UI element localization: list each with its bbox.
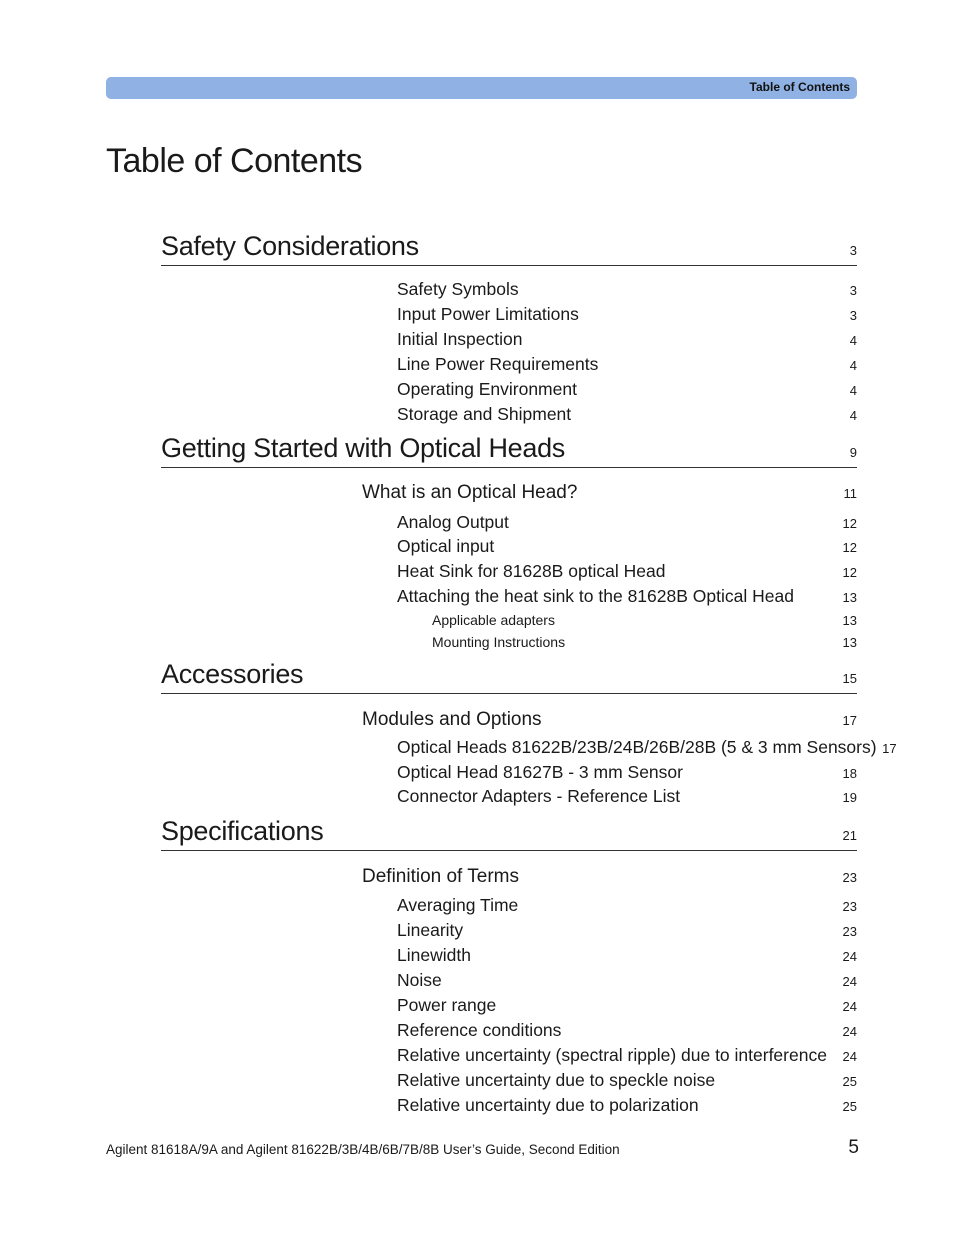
toc-entry-label: Reference conditions (397, 1020, 562, 1040)
toc-entry-page: 24 (842, 1024, 857, 1039)
toc-entry-label: Heat Sink for 81628B optical Head (397, 561, 666, 581)
toc-entry-label: What is an Optical Head? (362, 482, 578, 503)
toc-entry-page: 12 (842, 540, 857, 555)
toc-entry-page: 13 (842, 590, 857, 605)
toc-entry[interactable] (397, 970, 857, 991)
toc-entry-page: 24 (842, 999, 857, 1014)
toc-chapter[interactable] (161, 659, 857, 694)
toc-entry-label: Relative uncertainty due to polarization (397, 1095, 699, 1115)
toc-entry[interactable] (397, 279, 857, 300)
toc-entry[interactable] (397, 945, 857, 966)
toc-entry-label: Power range (397, 995, 497, 1015)
toc-entry[interactable] (397, 1095, 857, 1116)
toc-entry-label: Mounting Instructions (432, 634, 566, 650)
toc-entry-page: 4 (849, 408, 857, 423)
toc-entry[interactable] (397, 1045, 857, 1066)
toc-entry-page: 23 (842, 899, 857, 914)
toc-entry-page: 12 (842, 516, 857, 531)
toc-entry[interactable] (397, 561, 857, 582)
toc-entry-label: Safety Symbols (397, 279, 519, 299)
toc-entry-page: 13 (842, 613, 857, 628)
toc-entry-page: 25 (842, 1099, 857, 1114)
toc-entry-label: Getting Started with Optical Heads (161, 433, 566, 463)
toc-chapter[interactable] (161, 231, 857, 266)
toc-entry[interactable] (397, 786, 857, 807)
toc-chapter[interactable] (161, 433, 857, 468)
toc-entry-label: Input Power Limitations (397, 304, 579, 324)
toc-entry-label: Storage and Shipment (397, 404, 572, 424)
toc-entry-page: 17 (882, 741, 897, 756)
toc-entry-page: 24 (842, 974, 857, 989)
toc-entry-page: 21 (842, 828, 857, 843)
toc-entry-page: 11 (843, 486, 857, 501)
toc-entry[interactable] (397, 404, 857, 425)
toc-entry-page: 4 (849, 358, 857, 373)
toc-entry-label: Attaching the heat sink to the 81628B Optical Head (397, 586, 794, 606)
toc-entry-page: 24 (842, 949, 857, 964)
toc-entry[interactable] (397, 737, 897, 758)
toc-entry[interactable] (362, 709, 857, 731)
toc-entry[interactable] (432, 612, 857, 628)
footer-page-number: 5 (848, 1137, 859, 1158)
toc-entry[interactable] (362, 866, 857, 888)
header-bar (106, 77, 857, 99)
toc-entry[interactable] (397, 762, 857, 783)
toc-entry-page: 4 (849, 333, 857, 348)
toc-entry-label: Connector Adapters - Reference List (397, 786, 681, 806)
toc-entry-label: Analog Output (397, 512, 509, 532)
toc-entry[interactable] (397, 920, 857, 941)
toc-entry-label: Initial Inspection (397, 329, 523, 349)
toc-entry[interactable] (397, 379, 857, 400)
toc-entry[interactable] (432, 634, 857, 650)
toc-entry-label: Optical Head 81627B - 3 mm Sensor (397, 762, 683, 782)
toc-entry[interactable] (362, 482, 857, 504)
toc-entry-page: 17 (842, 713, 857, 728)
footer-text: Agilent 81618A/9A and Agilent 81622B/3B/4B/6B/7B/8B User’s Guide, Second Edition (106, 1142, 620, 1157)
toc-entry-label: Accessories (161, 659, 304, 689)
toc-entry-page: 19 (842, 790, 857, 805)
toc-entry-page: 9 (849, 445, 857, 460)
toc-entry-label: Specifications (161, 816, 324, 846)
toc-entry[interactable] (397, 1020, 857, 1041)
toc-entry-label: Optical Heads 81622B/23B/24B/26B/28B (5 & 3 mm Sensors) (397, 737, 877, 757)
toc-entry-page: 12 (842, 565, 857, 580)
toc-entry[interactable] (397, 995, 857, 1016)
toc-entry-page: 24 (842, 1049, 857, 1064)
toc-entry-label: Operating Environment (397, 379, 577, 399)
toc-entry-label: Linewidth (397, 945, 471, 965)
toc-entry[interactable] (397, 1070, 857, 1091)
toc-entry-label: Definition of Terms (362, 866, 519, 887)
toc-entry-label: Averaging Time (397, 895, 519, 915)
toc-entry-label: Noise (397, 970, 442, 990)
toc-entry-page: 3 (849, 308, 857, 323)
toc-entry-label: Modules and Options (362, 709, 542, 730)
toc-entry[interactable] (397, 586, 857, 607)
toc-entry[interactable] (397, 512, 857, 533)
toc-entry[interactable] (397, 329, 857, 350)
toc-entry-page: 3 (849, 243, 857, 258)
toc-entry-label: Optical input (397, 536, 495, 556)
toc-entry-label: Relative uncertainty (spectral ripple) due to interference (397, 1045, 827, 1065)
toc-entry-page: 13 (842, 635, 857, 650)
toc-entry-label: Line Power Requirements (397, 354, 599, 374)
toc-entry[interactable] (397, 536, 857, 557)
toc-entry-page: 4 (849, 383, 857, 398)
toc-entry[interactable] (397, 354, 857, 375)
toc-entry-label: Linearity (397, 920, 464, 940)
toc-entry-page: 23 (842, 924, 857, 939)
toc-entry[interactable] (397, 304, 857, 325)
page-title: Table of Contents (106, 142, 363, 180)
toc-entry-page: 23 (842, 870, 857, 885)
toc-entry-page: 3 (849, 283, 857, 298)
toc-entry-page: 15 (842, 671, 857, 686)
toc-entry-page: 18 (842, 766, 857, 781)
header-section-label: Table of Contents (749, 80, 850, 94)
toc-entry[interactable] (397, 895, 857, 916)
toc-entry-label: Applicable adapters (432, 612, 555, 628)
toc-entry-label: Safety Considerations (161, 231, 419, 261)
toc-entry-page: 25 (842, 1074, 857, 1089)
toc-entry-label: Relative uncertainty due to speckle noise (397, 1070, 716, 1090)
toc-chapter[interactable] (161, 816, 857, 851)
